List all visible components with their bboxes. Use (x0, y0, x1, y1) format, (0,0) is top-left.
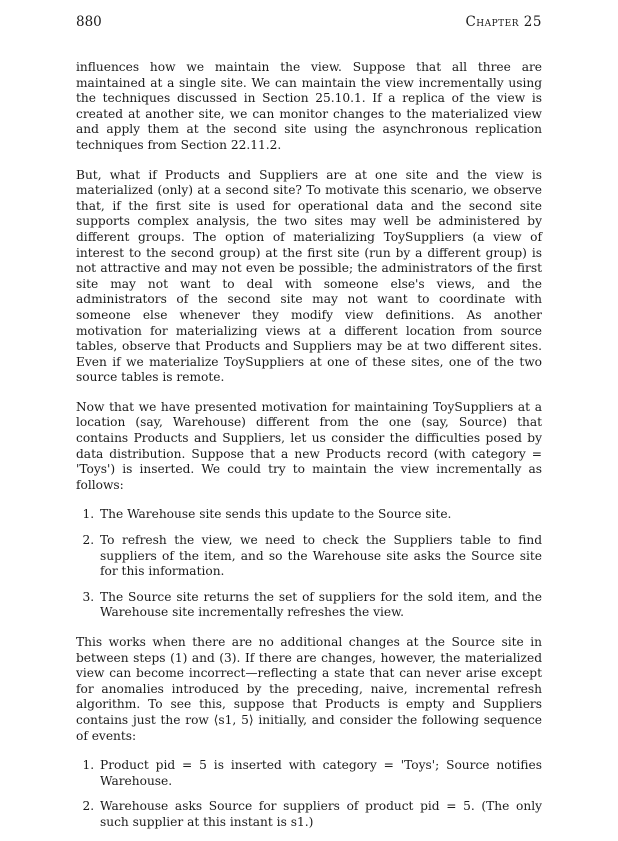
list-item: 1. The Warehouse site sends this update to the Source site. (98, 507, 542, 523)
page-header (76, 14, 542, 32)
paragraph-1: influences how we maintain the view. Suppose that all three are maintained at a single site. We can maintain the view incrementally using the techniques discussed in Section 25.10.1. If a replica of the view is created at another site, we can monitor changes to the materialized view and apply them at the second site using the asynchronous replication techniques from Section 22.11.2. (76, 60, 542, 152)
chapter-title: Chapter 25 (465, 14, 542, 30)
refresh-steps-list (76, 507, 542, 621)
paragraph-4: This works when there are no additional changes at the Source site in between steps (1) and (3). If there are changes, however, the materialized view can become incorrect—reflecting a state that can never arise except for anomalies introduced by the preceding, naive, incremental refresh algorithm. To see this, suppose that Products is empty and Suppliers contains just the row ⟨s1, 5⟩ initially, and consider the following sequence of events: (76, 635, 542, 743)
paragraph-3: Now that we have presented motivation for maintaining ToySuppliers at a location (say, Warehouse) different from the one (say, Source) that contains Products and Suppliers, let us consider the difficulties posed by data distribution. Suppose that a new Products record (with category = 'Toys') is inserted. We could try to maintain the view incrementally as follows: (76, 399, 542, 492)
page-body (76, 60, 542, 841)
events-list (76, 758, 542, 830)
list-item: 1. Product pid = 5 is inserted with category = 'Toys'; Source notifies Warehouse. (98, 758, 542, 789)
page-number: 880 (76, 14, 102, 30)
paragraph-2: But, what if Products and Suppliers are at one site and the view is materialized (only) at a second site? To motivate this scenario, we observe that, if the first site is used for operational data and the second site supports complex analysis, the two sites may well be administered by different groups. The option of materializing ToySuppliers (a view of interest to the second group) at the first site (run by a different group) is not attractive and may not even be possible; the administrators of the first site may not want to deal with someone else's views, and the administrators of the second site may not want to coordinate with someone else whenever they modify view definitions. As another motivation for materializing views at a different location from source tables, observe that Products and Suppliers may be at two different sites. Even if we materialize ToySuppliers at one of these sites, one of the two source tables is remote. (76, 167, 542, 385)
list-item: 2. Warehouse asks Source for suppliers of product pid = 5. (The only such supplier at this instant is s1.) (98, 799, 542, 830)
list-item: 3. The Source site returns the set of suppliers for the sold item, and the Warehouse site incrementally refreshes the view. (98, 590, 542, 621)
list-item: 2. To refresh the view, we need to check the Suppliers table to find suppliers of the item, and so the Warehouse site asks the Source site for this information. (98, 533, 542, 580)
